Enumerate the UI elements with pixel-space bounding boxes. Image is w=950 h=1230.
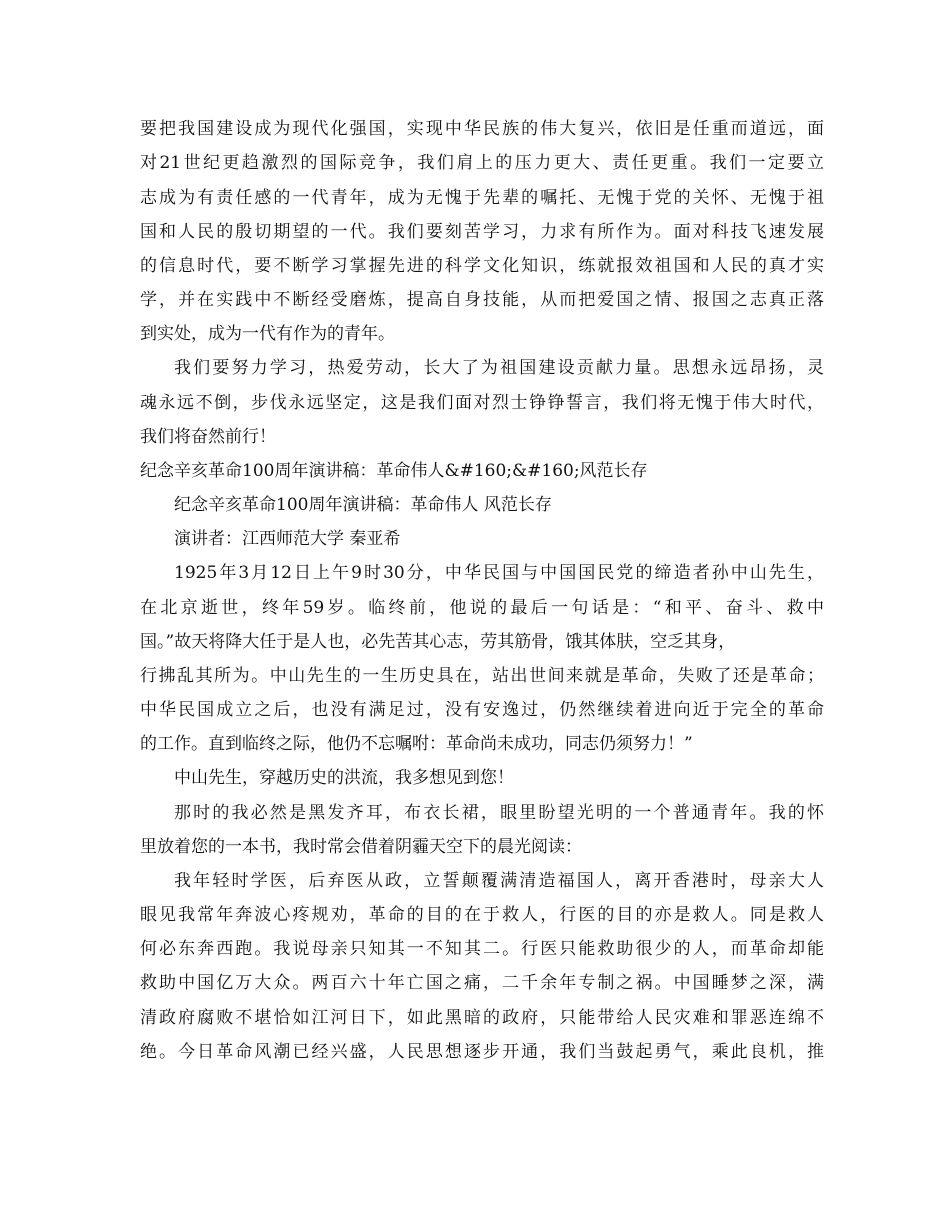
text-line: 要把我国建设成为现代化强国，实现中华民族的伟大复兴，依旧是任重而道远，面 <box>140 119 824 139</box>
text-line: 国和人民的殷切期望的一代。我们要刻苦学习，力求有所作为。面对科技飞速发展 <box>140 222 824 242</box>
text-line: 绝。今日革命风潮已经兴盛，人民思想逐步开通，我们当鼓起勇气，乘此良机，推 <box>140 1042 824 1062</box>
text-line: 行拂乱其所为。中山先生的一生历史具在，站出世间来就是革命，失败了还是革命； <box>140 666 824 686</box>
text-line: 的信息时代，要不断学习掌握先进的科学文化知识，练就报效祖国和人民的真才实 <box>140 256 824 276</box>
text-line: 那时的我必然是黑发齐耳，布衣长裙，眼里盼望光明的一个普通青年。我的怀 <box>174 803 824 823</box>
text-line: 1925年3月12日上午9时30分，中华民国与中国国民党的缔造者孙中山先生， <box>174 563 824 583</box>
text-line: 我们要努力学习，热爱劳动，长大了为祖国建设贡献力量。思想永远昂扬，灵 <box>174 358 824 378</box>
text-line: 我们将奋然前行！ <box>140 427 276 447</box>
text-line: 到实处，成为一代有作为的青年。 <box>140 324 395 344</box>
text-line: 清政府腐败不堪恰如江河日下，如此黑暗的政府，只能带给人民灾难和罪恶连绵不 <box>140 1008 824 1028</box>
speech-title: 纪念辛亥革命100周年演讲稿：革命伟人 风范长存 <box>174 495 552 515</box>
text-line: 眼见我常年奔波心疼规劝，革命的目的在于救人，行医的目的亦是救人。同是救人 <box>140 905 824 925</box>
text-line: 国。”故天将降大任于是人也，必先苦其心志，劳其筋骨，饿其体肤，空乏其身， <box>140 632 736 652</box>
text-line: 里放着您的一本书，我时常会借着阴霾天空下的晨光阅读： <box>140 837 582 857</box>
text-line: 志成为有责任感的一代青年，成为无愧于先辈的嘱托、无愧于党的关怀、无愧于祖 <box>140 188 824 208</box>
text-line: 学，并在实践中不断经受磨炼，提高自身技能，从而把爱国之情、报国之志真正落 <box>140 290 824 310</box>
section-title: 纪念辛亥革命100周年演讲稿：革命伟人&#160;&#160;风范长存 <box>140 461 648 481</box>
text-line: 的工作。直到临终之际，他仍不忘嘱咐：革命尚未成功，同志仍须努力！” <box>140 734 693 754</box>
speaker-line: 演讲者：江西师范大学 秦亚希 <box>174 529 401 549</box>
text-line: 魂永远不倒，步伐永远坚定，这是我们面对烈士铮铮誓言，我们将无愧于伟大时代， <box>140 393 824 413</box>
text-line: 救助中国亿万大众。两百六十年亡国之痛，二千余年专制之祸。中国睡梦之深，满 <box>140 973 824 993</box>
text-line: 对21世纪更趋激烈的国际竞争，我们肩上的压力更大、责任更重。我们一定要立 <box>140 153 824 173</box>
text-line: 在北京逝世，终年59岁。临终前，他说的最后一句话是：“和平、奋斗、救中 <box>140 598 824 618</box>
text-line: 中华民国成立之后，也没有满足过，没有安逸过，仍然继续着进向近于完全的革命 <box>140 700 824 720</box>
text-line: 中山先生，穿越历史的洪流，我多想见到您！ <box>174 768 514 788</box>
text-line: 何必东奔西跑。我说母亲只知其一不知其二。行医只能救助很少的人，而革命却能 <box>140 939 824 959</box>
text-line: 我年轻时学医，后弃医从政，立誓颠覆满清造福国人，离开香港时，母亲大人 <box>174 871 824 891</box>
